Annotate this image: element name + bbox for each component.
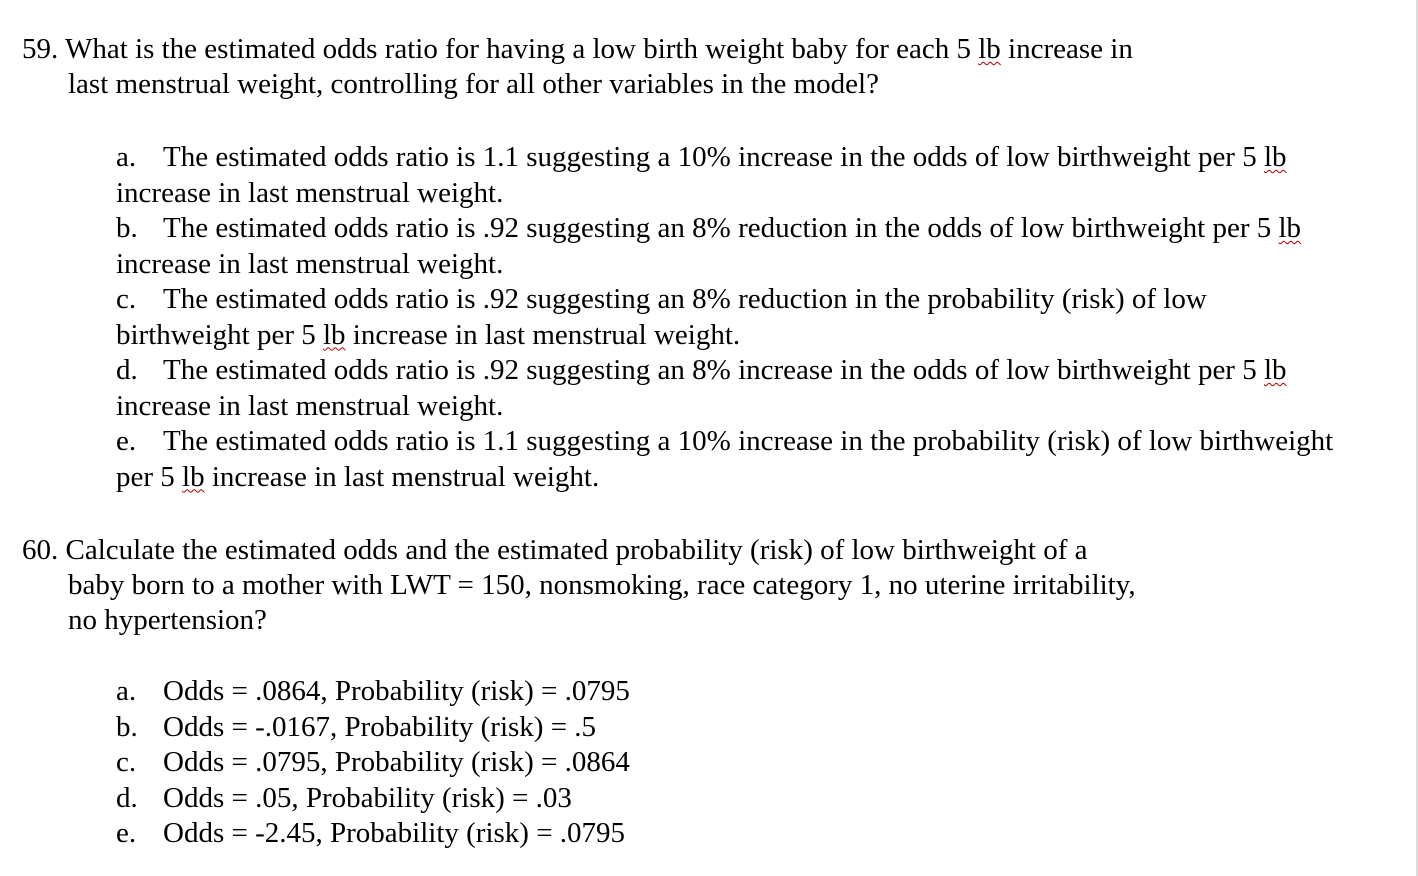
question-59-text: increase in [1000, 33, 1133, 65]
question-60-options [116, 674, 816, 852]
option-text: increase in last menstrual weight. [345, 318, 741, 351]
option-text: Odds = -2.45, Probability (risk) = .0795 [163, 817, 626, 849]
option-59-d[interactable] [116, 353, 1416, 424]
question-60-line-1: 60. Calculate the estimated odds and the estimated probability (risk) of low birthweight of a [22, 534, 1088, 566]
option-text: Odds = .05, Probability (risk) = .03 [163, 781, 572, 814]
option-59-a[interactable] [116, 140, 1416, 211]
question-59-line-2: last menstrual weight, controlling for all other variables in the model? [68, 68, 879, 100]
option-letter: c. [116, 746, 137, 778]
option-59-b[interactable] [116, 211, 1416, 282]
option-letter: a. [116, 141, 137, 173]
question-59-options [116, 140, 1416, 495]
option-60-a[interactable] [116, 674, 816, 710]
question-59-text: 59. What is the estimated odds ratio for having a low birth weight baby for each 5 [22, 33, 979, 65]
spellcheck-word: lb [1263, 354, 1287, 386]
option-59-e[interactable] [116, 424, 1416, 495]
option-60-b[interactable] [116, 710, 816, 746]
option-text: increase in last menstrual weight. [116, 247, 504, 280]
option-text: Odds = -.0167, Probability (risk) = .5 [163, 710, 597, 743]
option-letter: b. [116, 710, 138, 743]
spellcheck-word: lb [1278, 212, 1302, 244]
option-text: increase in last menstrual weight. [116, 176, 504, 209]
option-text: The estimated odds ratio is 1.1 suggesting a 10% increase in the probability (risk) of low birthweight [163, 425, 1334, 457]
option-letter: b. [116, 212, 138, 244]
option-60-e[interactable] [116, 816, 816, 852]
option-text: birthweight per 5 [116, 318, 323, 351]
option-text: Odds = .0795, Probability (risk) = .0864 [163, 746, 630, 778]
question-60-line-2: baby born to a mother with LWT = 150, nonsmoking, race category 1, no uterine irritability, [68, 569, 1136, 601]
option-60-c[interactable] [116, 745, 816, 781]
option-letter: d. [116, 781, 138, 814]
option-text: The estimated odds ratio is 1.1 suggesting a 10% increase in the odds of low birthweight per 5 [163, 141, 1264, 173]
option-text: per 5 [116, 460, 183, 493]
option-letter: d. [116, 354, 138, 386]
spellcheck-word: lb [1263, 141, 1287, 173]
question-60-line-3: no hypertension? [68, 604, 267, 636]
option-text: The estimated odds ratio is .92 suggesting an 8% increase in the odds of low birthweight per 5 [163, 354, 1264, 386]
option-letter: a. [116, 675, 137, 707]
option-60-d[interactable] [116, 781, 816, 817]
spellcheck-word: lb [322, 318, 346, 351]
option-text: increase in last menstrual weight. [116, 389, 504, 422]
option-text: increase in last menstrual weight. [204, 460, 600, 493]
question-59 [22, 32, 1272, 102]
option-letter: e. [116, 817, 137, 849]
spellcheck-word: lb [182, 460, 205, 493]
option-letter: c. [116, 283, 137, 315]
option-letter: e. [116, 425, 137, 457]
option-text: Odds = .0864, Probability (risk) = .0795 [163, 675, 630, 707]
option-59-c[interactable] [116, 282, 1416, 353]
option-text: The estimated odds ratio is .92 suggesting an 8% reduction in the probability (risk) of low [163, 283, 1207, 315]
question-60 [22, 533, 1242, 638]
question-59-line-1 [22, 32, 1272, 67]
option-text: The estimated odds ratio is .92 suggesting an 8% reduction in the odds of low birthweight per 5 [163, 212, 1279, 244]
spellcheck-word: lb [978, 33, 1001, 65]
